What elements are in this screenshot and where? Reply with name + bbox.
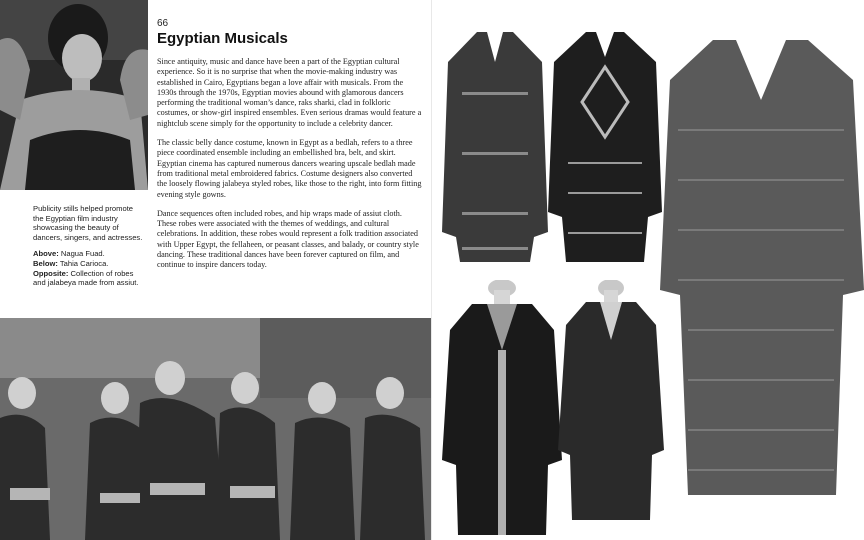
robe-photo (442, 280, 562, 535)
photo-caption (33, 204, 145, 288)
body-paragraph: The classic belly dance costume, known in Egypt as a bedlah, refers to a three piece coordinated ensemble including an embellished bra, belt, and skirt. Egyptian cinema has captured numerous dancers wearing upscale bedlah made from traditional metal embroidered fabrics. Costume designers also converted the loosely flowing jalabeya styled robes, like those to the right, into form fitting evening style gowns. (157, 138, 422, 199)
caption-below-text: Tahia Carioca. (57, 258, 109, 268)
robe-photo (442, 32, 548, 262)
caption-above-label: Above: (33, 249, 59, 259)
right-page (432, 0, 864, 540)
body-paragraph: Since antiquity, music and dance have been a part of the Egyptian cultural experience. So it is no surprise that when the movie-making industry was established in Cairo, Egyptians began a love affair with musicals. From the 1930s through the 1970s, Egyptian movies abound with glamorous dancers performing the traditional woman’s dance, raks sharki, clad in folkloric costumes, or show-girl inspired ensembles. Even serious dramas would feature a nightclub scene simply for the opportunity to include a celebrity dancer. (157, 57, 422, 128)
body-paragraph: Dance sequences often included robes, and hip wraps made of assiut cloth. These robes were associated with the themes of weddings, and cultural celebrations. In addition, these robes would represent a folk tradition associated with Upper Egypt, the fellaheen, or peasant classes, and balady, or country style dancing. These traditional dances have been forever captured on film, and continue to inspire dancers today. (157, 208, 419, 270)
body-text (157, 57, 422, 280)
caption-below-label: Below: (33, 258, 58, 268)
caption-opposite-text: Collection of robes and jalabeya made from assiut. (33, 268, 139, 288)
caption-intro: Publicity stills helped promote the Egyptian film industry showcasing the beauty of dancers, singers, and actresses. (33, 204, 143, 242)
caption-opposite-label: Opposite: (33, 268, 69, 278)
robe-photo (558, 280, 664, 520)
page-title: Egyptian Musicals (157, 30, 288, 47)
caption-credit-above (33, 249, 145, 259)
portrait-photo (0, 0, 148, 190)
film-still-photo (0, 318, 432, 540)
robe-photo (658, 30, 864, 495)
caption-credit-opposite (33, 269, 145, 288)
caption-credit-below (33, 259, 145, 269)
caption-above-text: Nagua Fuad. (58, 249, 105, 259)
page-number: 66 (157, 18, 169, 29)
robe-photo (548, 32, 662, 262)
